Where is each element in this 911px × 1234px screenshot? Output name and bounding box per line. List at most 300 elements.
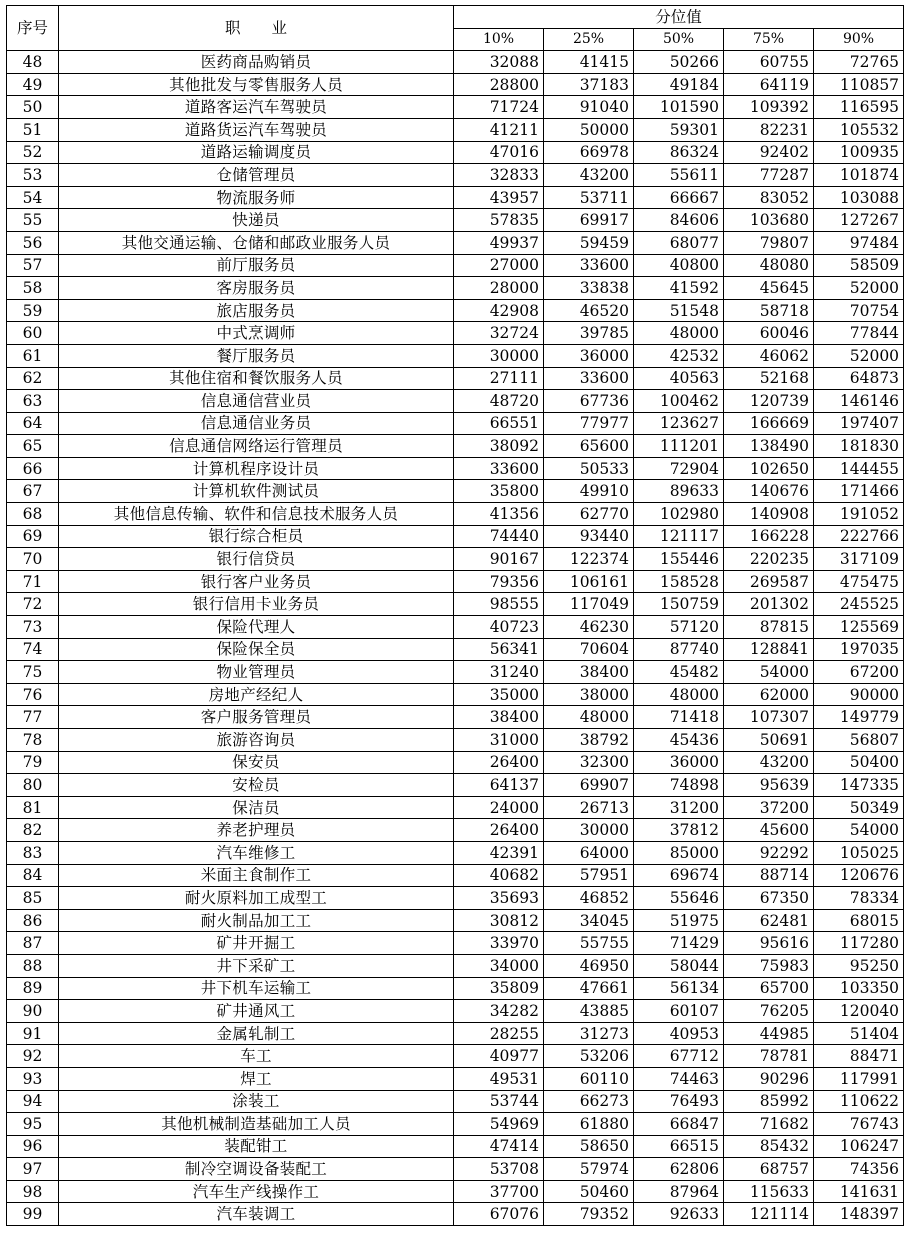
table-row xyxy=(7,299,904,322)
p90-value: 50400 xyxy=(814,751,904,774)
occupation-name: 前厅服务员 xyxy=(59,254,454,277)
row-number: 58 xyxy=(7,277,59,300)
p10-value: 32088 xyxy=(454,51,544,74)
p10-value: 42908 xyxy=(454,299,544,322)
p10-value: 53744 xyxy=(454,1090,544,1113)
occupation-name: 耐火原料加工成型工 xyxy=(59,887,454,910)
row-number: 66 xyxy=(7,457,59,480)
p75-value: 82231 xyxy=(724,118,814,141)
p50-value: 100462 xyxy=(634,390,724,413)
row-number: 68 xyxy=(7,503,59,526)
p90-value: 120676 xyxy=(814,864,904,887)
p50-value: 84606 xyxy=(634,209,724,232)
p90-value: 141631 xyxy=(814,1180,904,1203)
p90-value: 125569 xyxy=(814,616,904,639)
occupation-name: 餐厅服务员 xyxy=(59,344,454,367)
p25-value: 70604 xyxy=(544,638,634,661)
p25-value: 43200 xyxy=(544,164,634,187)
p25-value: 46950 xyxy=(544,954,634,977)
p25-value: 26713 xyxy=(544,796,634,819)
p10-value: 35809 xyxy=(454,977,544,1000)
row-number: 50 xyxy=(7,96,59,119)
row-number: 80 xyxy=(7,774,59,797)
occupation-name: 物业管理员 xyxy=(59,661,454,684)
row-number: 82 xyxy=(7,819,59,842)
p90-value: 171466 xyxy=(814,480,904,503)
p10-value: 26400 xyxy=(454,751,544,774)
p75-value: 92402 xyxy=(724,141,814,164)
p75-value: 85432 xyxy=(724,1135,814,1158)
p90-value: 51404 xyxy=(814,1022,904,1045)
table-row xyxy=(7,480,904,503)
row-number: 63 xyxy=(7,390,59,413)
p50-value: 55611 xyxy=(634,164,724,187)
p90-value: 127267 xyxy=(814,209,904,232)
p90-value: 191052 xyxy=(814,503,904,526)
p10-value: 67076 xyxy=(454,1203,544,1226)
p50-value: 155446 xyxy=(634,548,724,571)
table-row xyxy=(7,390,904,413)
table-row xyxy=(7,231,904,254)
p25-value: 33600 xyxy=(544,254,634,277)
p90-value: 64873 xyxy=(814,367,904,390)
p50-value: 51975 xyxy=(634,909,724,932)
row-number: 62 xyxy=(7,367,59,390)
p75-value: 44985 xyxy=(724,1022,814,1045)
p75-value: 67350 xyxy=(724,887,814,910)
p50-value: 41592 xyxy=(634,277,724,300)
p10-value: 48720 xyxy=(454,390,544,413)
table-row xyxy=(7,254,904,277)
row-number: 94 xyxy=(7,1090,59,1113)
p50-value: 60107 xyxy=(634,1000,724,1023)
table-row xyxy=(7,322,904,345)
p75-value: 48080 xyxy=(724,254,814,277)
p10-value: 41211 xyxy=(454,118,544,141)
p90-value: 120040 xyxy=(814,1000,904,1023)
p25-value: 48000 xyxy=(544,706,634,729)
p50-value: 71418 xyxy=(634,706,724,729)
row-number: 85 xyxy=(7,887,59,910)
p75-value: 120739 xyxy=(724,390,814,413)
occupation-name: 其他信息传输、软件和信息技术服务人员 xyxy=(59,503,454,526)
row-number: 52 xyxy=(7,141,59,164)
p75-value: 109392 xyxy=(724,96,814,119)
row-number: 67 xyxy=(7,480,59,503)
table-row xyxy=(7,616,904,639)
row-number: 73 xyxy=(7,616,59,639)
row-number: 61 xyxy=(7,344,59,367)
p75-value: 140908 xyxy=(724,503,814,526)
p25-value: 66978 xyxy=(544,141,634,164)
table-row xyxy=(7,1158,904,1181)
occupation-name: 旅店服务员 xyxy=(59,299,454,322)
p10-value: 35800 xyxy=(454,480,544,503)
occupation-name: 焊工 xyxy=(59,1067,454,1090)
occupation-name: 快递员 xyxy=(59,209,454,232)
p50-value: 92633 xyxy=(634,1203,724,1226)
p90-value: 50349 xyxy=(814,796,904,819)
p50-value: 48000 xyxy=(634,683,724,706)
row-number: 96 xyxy=(7,1135,59,1158)
p25-value: 77977 xyxy=(544,412,634,435)
occupation-name: 金属轧制工 xyxy=(59,1022,454,1045)
table-row xyxy=(7,186,904,209)
table-row xyxy=(7,593,904,616)
p25-value: 50533 xyxy=(544,457,634,480)
table-row xyxy=(7,1045,904,1068)
p90-value: 95250 xyxy=(814,954,904,977)
p75-value: 79807 xyxy=(724,231,814,254)
p90-value: 100935 xyxy=(814,141,904,164)
p25-value: 58650 xyxy=(544,1135,634,1158)
p25-value: 79352 xyxy=(544,1203,634,1226)
p75-value: 83052 xyxy=(724,186,814,209)
p50-value: 72904 xyxy=(634,457,724,480)
table-row xyxy=(7,277,904,300)
p75-value: 65700 xyxy=(724,977,814,1000)
p75-value: 58718 xyxy=(724,299,814,322)
occupation-name: 道路运输调度员 xyxy=(59,141,454,164)
p90-value: 103088 xyxy=(814,186,904,209)
occupation-name: 涂装工 xyxy=(59,1090,454,1113)
p10-value: 30000 xyxy=(454,344,544,367)
p10-value: 28800 xyxy=(454,73,544,96)
table-row xyxy=(7,796,904,819)
p10-value: 30812 xyxy=(454,909,544,932)
p75-value: 128841 xyxy=(724,638,814,661)
occupation-name: 银行综合柜员 xyxy=(59,525,454,548)
occupation-name: 信息通信网络运行管理员 xyxy=(59,435,454,458)
table-row xyxy=(7,570,904,593)
row-number: 70 xyxy=(7,548,59,571)
row-number: 71 xyxy=(7,570,59,593)
p50-value: 66667 xyxy=(634,186,724,209)
p10-value: 41356 xyxy=(454,503,544,526)
occupation-name: 医药商品购销员 xyxy=(59,51,454,74)
p90-value: 97484 xyxy=(814,231,904,254)
p90-value: 117280 xyxy=(814,932,904,955)
p50-value: 86324 xyxy=(634,141,724,164)
row-number: 93 xyxy=(7,1067,59,1090)
p90-value: 117991 xyxy=(814,1067,904,1090)
p50-value: 150759 xyxy=(634,593,724,616)
row-number: 65 xyxy=(7,435,59,458)
p75-value: 37200 xyxy=(724,796,814,819)
p90-value: 76743 xyxy=(814,1113,904,1136)
p75-value: 115633 xyxy=(724,1180,814,1203)
table-body xyxy=(7,51,904,1226)
row-number: 57 xyxy=(7,254,59,277)
p25-value: 46852 xyxy=(544,887,634,910)
row-number: 75 xyxy=(7,661,59,684)
p90-value: 67200 xyxy=(814,661,904,684)
p90-value: 52000 xyxy=(814,344,904,367)
p75-value: 77287 xyxy=(724,164,814,187)
p25-value: 69917 xyxy=(544,209,634,232)
p50-value: 123627 xyxy=(634,412,724,435)
p90-value: 78334 xyxy=(814,887,904,910)
table-row xyxy=(7,367,904,390)
p75-value: 95639 xyxy=(724,774,814,797)
table-row xyxy=(7,164,904,187)
p75-value: 43200 xyxy=(724,751,814,774)
p75-value: 50691 xyxy=(724,729,814,752)
p10-value: 79356 xyxy=(454,570,544,593)
occupation-name: 其他住宿和餐饮服务人员 xyxy=(59,367,454,390)
table-row xyxy=(7,1203,904,1226)
header-job: 职 业 xyxy=(59,6,454,51)
p25-value: 117049 xyxy=(544,593,634,616)
table-row xyxy=(7,977,904,1000)
p10-value: 24000 xyxy=(454,796,544,819)
row-number: 95 xyxy=(7,1113,59,1136)
p90-value: 77844 xyxy=(814,322,904,345)
p25-value: 62770 xyxy=(544,503,634,526)
occupation-name: 汽车生产线操作工 xyxy=(59,1180,454,1203)
p25-value: 91040 xyxy=(544,96,634,119)
header-p90: 90% xyxy=(814,28,904,51)
p50-value: 50266 xyxy=(634,51,724,74)
p90-value: 56807 xyxy=(814,729,904,752)
p10-value: 38400 xyxy=(454,706,544,729)
p10-value: 43957 xyxy=(454,186,544,209)
table-row xyxy=(7,1180,904,1203)
row-number: 87 xyxy=(7,932,59,955)
p25-value: 46520 xyxy=(544,299,634,322)
p90-value: 52000 xyxy=(814,277,904,300)
p10-value: 32833 xyxy=(454,164,544,187)
p50-value: 57120 xyxy=(634,616,724,639)
p25-value: 93440 xyxy=(544,525,634,548)
table-row xyxy=(7,1067,904,1090)
p90-value: 90000 xyxy=(814,683,904,706)
p90-value: 110622 xyxy=(814,1090,904,1113)
table-row xyxy=(7,73,904,96)
p10-value: 38092 xyxy=(454,435,544,458)
p75-value: 60046 xyxy=(724,322,814,345)
occupation-name: 井下采矿工 xyxy=(59,954,454,977)
p25-value: 38000 xyxy=(544,683,634,706)
table-row xyxy=(7,344,904,367)
table-row xyxy=(7,51,904,74)
row-number: 74 xyxy=(7,638,59,661)
p10-value: 34000 xyxy=(454,954,544,977)
row-number: 48 xyxy=(7,51,59,74)
table-row xyxy=(7,435,904,458)
p90-value: 72765 xyxy=(814,51,904,74)
p10-value: 33600 xyxy=(454,457,544,480)
p10-value: 31000 xyxy=(454,729,544,752)
wage-percentile-table xyxy=(6,5,904,1226)
row-number: 51 xyxy=(7,118,59,141)
p90-value: 105532 xyxy=(814,118,904,141)
p75-value: 71682 xyxy=(724,1113,814,1136)
p25-value: 46230 xyxy=(544,616,634,639)
p90-value: 103350 xyxy=(814,977,904,1000)
occupation-name: 客房服务员 xyxy=(59,277,454,300)
occupation-name: 装配钳工 xyxy=(59,1135,454,1158)
p75-value: 88714 xyxy=(724,864,814,887)
row-number: 88 xyxy=(7,954,59,977)
p25-value: 37183 xyxy=(544,73,634,96)
p75-value: 107307 xyxy=(724,706,814,729)
p10-value: 56341 xyxy=(454,638,544,661)
occupation-name: 保险保全员 xyxy=(59,638,454,661)
p75-value: 60755 xyxy=(724,51,814,74)
p25-value: 50460 xyxy=(544,1180,634,1203)
occupation-name: 汽车维修工 xyxy=(59,841,454,864)
table-row xyxy=(7,1000,904,1023)
p25-value: 31273 xyxy=(544,1022,634,1045)
table-row xyxy=(7,729,904,752)
occupation-name: 保险代理人 xyxy=(59,616,454,639)
p10-value: 34282 xyxy=(454,1000,544,1023)
p10-value: 47016 xyxy=(454,141,544,164)
table-row xyxy=(7,548,904,571)
p10-value: 37700 xyxy=(454,1180,544,1203)
p25-value: 32300 xyxy=(544,751,634,774)
p10-value: 35000 xyxy=(454,683,544,706)
table-row xyxy=(7,706,904,729)
table-row xyxy=(7,457,904,480)
p90-value: 101874 xyxy=(814,164,904,187)
occupation-name: 米面主食制作工 xyxy=(59,864,454,887)
p90-value: 147335 xyxy=(814,774,904,797)
p50-value: 67712 xyxy=(634,1045,724,1068)
table-row xyxy=(7,1090,904,1113)
p75-value: 138490 xyxy=(724,435,814,458)
occupation-name: 道路客运汽车驾驶员 xyxy=(59,96,454,119)
p10-value: 40723 xyxy=(454,616,544,639)
p25-value: 36000 xyxy=(544,344,634,367)
p10-value: 49937 xyxy=(454,231,544,254)
header-percentile: 分位值 xyxy=(454,6,904,29)
p25-value: 67736 xyxy=(544,390,634,413)
row-number: 53 xyxy=(7,164,59,187)
p10-value: 54969 xyxy=(454,1113,544,1136)
p90-value: 245525 xyxy=(814,593,904,616)
p90-value: 146146 xyxy=(814,390,904,413)
p75-value: 103680 xyxy=(724,209,814,232)
row-number: 92 xyxy=(7,1045,59,1068)
table-row xyxy=(7,751,904,774)
row-number: 72 xyxy=(7,593,59,616)
p75-value: 166228 xyxy=(724,525,814,548)
p50-value: 51548 xyxy=(634,299,724,322)
table-row xyxy=(7,141,904,164)
p10-value: 26400 xyxy=(454,819,544,842)
occupation-name: 保安员 xyxy=(59,751,454,774)
p10-value: 74440 xyxy=(454,525,544,548)
row-number: 69 xyxy=(7,525,59,548)
table-row xyxy=(7,209,904,232)
table-row xyxy=(7,909,904,932)
table-row xyxy=(7,96,904,119)
row-number: 79 xyxy=(7,751,59,774)
table-row xyxy=(7,819,904,842)
p50-value: 71429 xyxy=(634,932,724,955)
row-number: 64 xyxy=(7,412,59,435)
p10-value: 57835 xyxy=(454,209,544,232)
p90-value: 88471 xyxy=(814,1045,904,1068)
row-number: 84 xyxy=(7,864,59,887)
occupation-name: 计算机程序设计员 xyxy=(59,457,454,480)
p10-value: 66551 xyxy=(454,412,544,435)
p25-value: 47661 xyxy=(544,977,634,1000)
p90-value: 54000 xyxy=(814,819,904,842)
p50-value: 31200 xyxy=(634,796,724,819)
p50-value: 87740 xyxy=(634,638,724,661)
p50-value: 40563 xyxy=(634,367,724,390)
p25-value: 53206 xyxy=(544,1045,634,1068)
p25-value: 64000 xyxy=(544,841,634,864)
p90-value: 197035 xyxy=(814,638,904,661)
p90-value: 116595 xyxy=(814,96,904,119)
table-row xyxy=(7,683,904,706)
table-row xyxy=(7,412,904,435)
p90-value: 148397 xyxy=(814,1203,904,1226)
p50-value: 85000 xyxy=(634,841,724,864)
p10-value: 33970 xyxy=(454,932,544,955)
row-number: 60 xyxy=(7,322,59,345)
p10-value: 35693 xyxy=(454,887,544,910)
p10-value: 27000 xyxy=(454,254,544,277)
p50-value: 45436 xyxy=(634,729,724,752)
p50-value: 68077 xyxy=(634,231,724,254)
occupation-name: 仓储管理员 xyxy=(59,164,454,187)
p25-value: 34045 xyxy=(544,909,634,932)
occupation-name: 安检员 xyxy=(59,774,454,797)
p50-value: 62806 xyxy=(634,1158,724,1181)
p75-value: 64119 xyxy=(724,73,814,96)
p25-value: 49910 xyxy=(544,480,634,503)
occupation-name: 计算机软件测试员 xyxy=(59,480,454,503)
p10-value: 47414 xyxy=(454,1135,544,1158)
p50-value: 40953 xyxy=(634,1022,724,1045)
row-number: 55 xyxy=(7,209,59,232)
row-number: 89 xyxy=(7,977,59,1000)
p75-value: 85992 xyxy=(724,1090,814,1113)
p90-value: 106247 xyxy=(814,1135,904,1158)
p50-value: 48000 xyxy=(634,322,724,345)
table-row xyxy=(7,1135,904,1158)
p75-value: 62481 xyxy=(724,909,814,932)
p90-value: 74356 xyxy=(814,1158,904,1181)
p10-value: 98555 xyxy=(454,593,544,616)
header-seq: 序号 xyxy=(7,6,59,51)
p10-value: 90167 xyxy=(454,548,544,571)
p25-value: 59459 xyxy=(544,231,634,254)
occupation-name: 其他机械制造基础加工人员 xyxy=(59,1113,454,1136)
p75-value: 92292 xyxy=(724,841,814,864)
p90-value: 68015 xyxy=(814,909,904,932)
table-row xyxy=(7,118,904,141)
p75-value: 269587 xyxy=(724,570,814,593)
occupation-name: 保洁员 xyxy=(59,796,454,819)
p50-value: 76493 xyxy=(634,1090,724,1113)
p25-value: 60110 xyxy=(544,1067,634,1090)
p25-value: 53711 xyxy=(544,186,634,209)
p10-value: 40682 xyxy=(454,864,544,887)
row-number: 49 xyxy=(7,73,59,96)
row-number: 54 xyxy=(7,186,59,209)
p25-value: 38792 xyxy=(544,729,634,752)
occupation-name: 银行信用卡业务员 xyxy=(59,593,454,616)
p50-value: 74898 xyxy=(634,774,724,797)
p10-value: 49531 xyxy=(454,1067,544,1090)
p75-value: 201302 xyxy=(724,593,814,616)
